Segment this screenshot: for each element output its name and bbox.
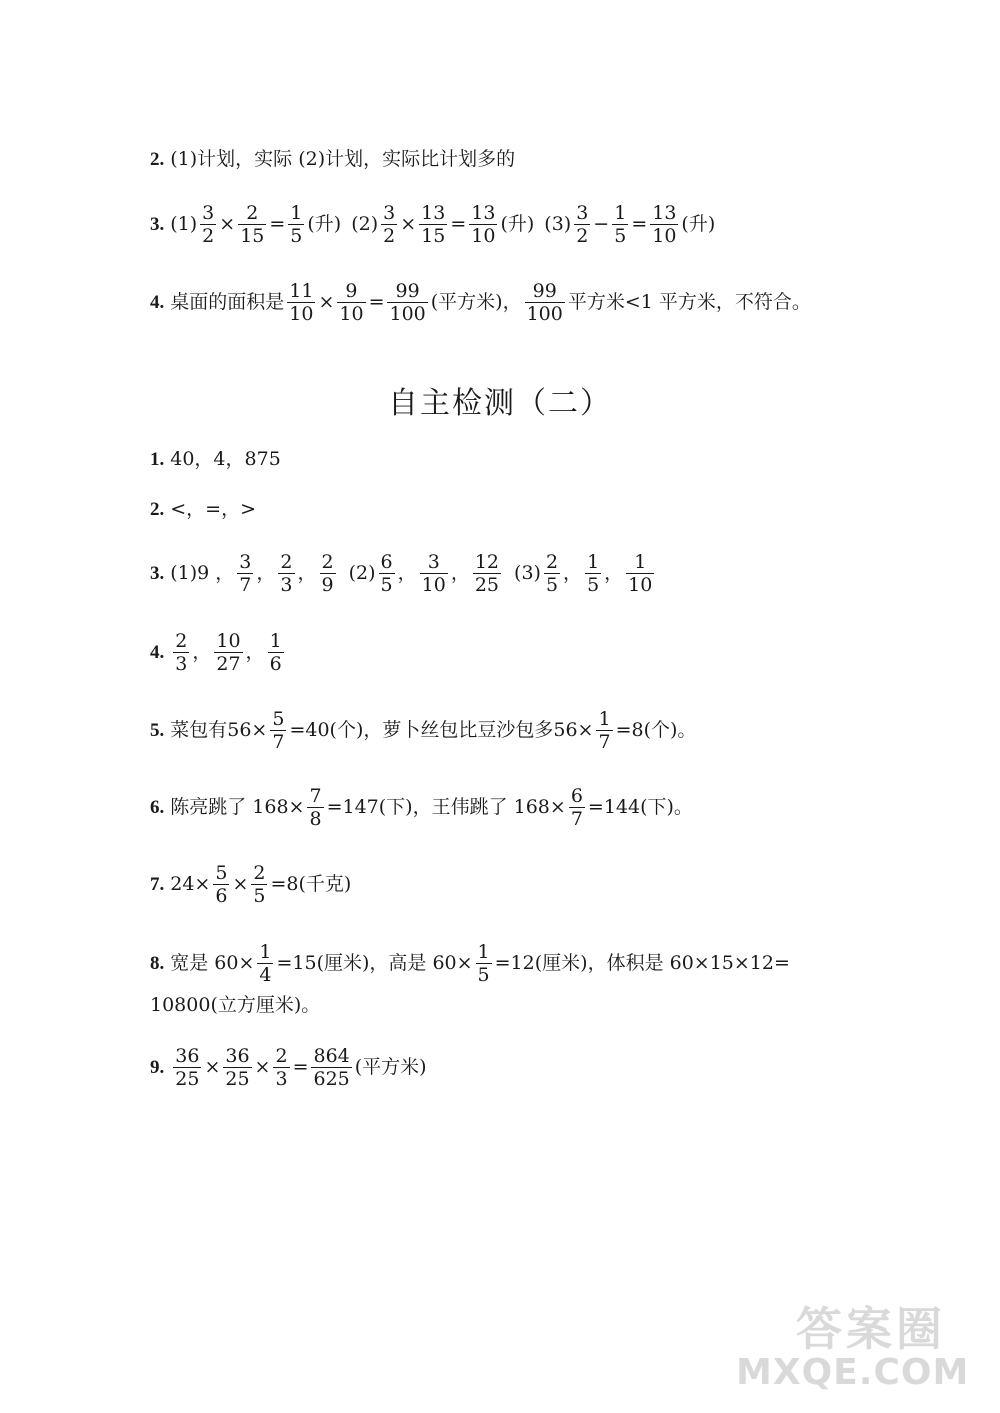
- denominator: 10: [628, 574, 653, 596]
- fraction: [379, 551, 395, 596]
- fraction: [381, 202, 397, 247]
- numerator: 1: [598, 708, 611, 730]
- numerator: 36: [175, 1045, 200, 1067]
- q-number: 7.: [150, 874, 165, 895]
- fraction: [173, 1045, 201, 1090]
- q-text: 桌面的面积是: [170, 291, 285, 313]
- separator: ，: [192, 641, 212, 663]
- fraction: [213, 862, 229, 907]
- fraction: [223, 1045, 251, 1090]
- separator: ，: [297, 562, 317, 584]
- q-number: 8.: [150, 953, 165, 974]
- denominator: 2: [383, 225, 396, 247]
- numerator: 1: [587, 551, 600, 573]
- numerator: 10: [216, 630, 241, 652]
- denominator: 6: [269, 653, 282, 675]
- fraction: [596, 708, 612, 753]
- fraction: [200, 202, 216, 247]
- q-number: 3.: [150, 214, 165, 235]
- numerator: 3: [383, 202, 396, 224]
- answer-9: [150, 1045, 427, 1090]
- fraction: [574, 202, 590, 247]
- fraction: [585, 551, 601, 596]
- numerator: 7: [309, 785, 322, 807]
- fraction: [273, 1045, 289, 1090]
- denominator: 2: [202, 225, 215, 247]
- numerator: 12: [474, 551, 500, 573]
- denominator: 5: [477, 964, 490, 986]
- answer-8-line2: [150, 996, 320, 1015]
- answer-text: =12(厘米)，体积是 60×15×12=: [494, 952, 790, 974]
- answer-text: =15(厘米)，高是 60×: [276, 952, 473, 974]
- numerator: 11: [289, 280, 314, 302]
- answer-2: [150, 500, 256, 519]
- answer-text: 40，4，875: [170, 448, 281, 470]
- fraction: [278, 551, 294, 596]
- watermark-text: 答案圈: [796, 1302, 946, 1356]
- equals: =: [631, 213, 648, 235]
- fraction: [387, 280, 427, 325]
- fraction: [251, 862, 267, 907]
- numerator: 2: [246, 202, 259, 224]
- fraction: [525, 280, 565, 325]
- numerator: 5: [215, 862, 228, 884]
- numerator: 99: [395, 280, 420, 302]
- part-label: (3): [544, 213, 572, 235]
- numerator: 2: [175, 630, 188, 652]
- answer-7: [150, 862, 351, 907]
- unit: (平方米)，: [430, 291, 522, 313]
- separator: ，: [450, 562, 470, 584]
- fraction: [650, 202, 678, 247]
- answer-text: =8(个)。: [615, 719, 697, 741]
- numerator: 2: [545, 551, 559, 573]
- fraction: [469, 202, 497, 247]
- part-label: (3): [514, 562, 541, 584]
- denominator: 27: [216, 653, 241, 675]
- q-number: 4.: [150, 292, 165, 313]
- q-number: 5.: [150, 720, 165, 741]
- section-title: 自主检测（二）: [388, 386, 612, 421]
- answer-6: [150, 785, 693, 830]
- part-label: (2): [351, 213, 379, 235]
- fraction: [544, 551, 560, 596]
- answer-3: [150, 551, 657, 596]
- denominator: 5: [545, 574, 559, 596]
- denominator: 625: [313, 1068, 350, 1090]
- q-number: 6.: [150, 797, 165, 818]
- numerator: 864: [313, 1045, 350, 1067]
- numerator: 3: [202, 202, 215, 224]
- answer-8: [150, 941, 790, 986]
- denominator: 3: [275, 1068, 288, 1090]
- fraction: [268, 630, 284, 675]
- q-number: 1.: [150, 449, 165, 470]
- q-text: (1)计划，实际 (2)计划，实际比计划多的: [170, 148, 516, 170]
- separator: ，: [563, 562, 583, 584]
- unit: (平方米): [354, 1056, 427, 1078]
- q-text: 平方米<1 平方米，不符合。: [567, 291, 811, 313]
- part-label: (2): [348, 562, 376, 584]
- numerator: 13: [471, 202, 496, 224]
- denominator: 25: [225, 1068, 250, 1090]
- numerator: 6: [380, 551, 393, 573]
- denominator: 5: [253, 885, 266, 907]
- numerator: 1: [259, 941, 272, 963]
- watermark-url: MXQE.COM: [736, 1352, 970, 1393]
- separator: ，: [256, 562, 276, 584]
- top-q3: [150, 202, 715, 247]
- fraction: [612, 202, 628, 247]
- denominator: 15: [421, 225, 446, 247]
- denominator: 25: [175, 1068, 200, 1090]
- denominator: 10: [471, 225, 496, 247]
- q-number: 2.: [150, 499, 165, 520]
- answer-5: [150, 708, 696, 753]
- numerator: 1: [614, 202, 627, 224]
- unit: (升): [681, 213, 716, 235]
- denominator: 10: [652, 225, 677, 247]
- denominator: 4: [259, 964, 272, 986]
- denominator: 5: [380, 574, 393, 596]
- fraction: [237, 551, 253, 596]
- numerator: 2: [321, 551, 334, 573]
- equals: =: [368, 291, 385, 313]
- denominator: 7: [239, 574, 252, 596]
- operator: ×: [232, 873, 249, 895]
- numerator: 2: [280, 551, 293, 573]
- answer-1: [150, 450, 281, 469]
- separator: ，: [245, 641, 265, 663]
- numerator: 36: [225, 1045, 250, 1067]
- numerator: 13: [652, 202, 677, 224]
- fraction: [288, 202, 304, 247]
- denominator: 100: [526, 303, 563, 325]
- unit: (升): [500, 213, 535, 235]
- answer-text: 24×: [170, 873, 211, 895]
- numerator: 13: [421, 202, 446, 224]
- q-number: 4.: [150, 642, 165, 663]
- fraction: [270, 708, 286, 753]
- denominator: 7: [570, 808, 583, 830]
- answer-text: =144(下)。: [587, 796, 693, 818]
- fraction: [287, 280, 315, 325]
- equals: =: [450, 213, 467, 235]
- numerator: 1: [290, 202, 303, 224]
- equals: =: [292, 1056, 309, 1078]
- top-q2: [150, 150, 515, 169]
- operator: ×: [254, 1056, 271, 1078]
- numerator: 1: [269, 630, 282, 652]
- numerator: 6: [570, 785, 583, 807]
- fraction: [337, 280, 365, 325]
- numerator: 2: [253, 862, 266, 884]
- answer-text: 陈亮跳了 168×: [170, 796, 305, 818]
- fraction: [173, 630, 189, 675]
- numerator: 5: [272, 708, 285, 730]
- watermark-logo: [736, 1293, 986, 1393]
- numerator: 1: [477, 941, 490, 963]
- operator: ×: [400, 213, 417, 235]
- denominator: 15: [240, 225, 265, 247]
- denominator: 7: [272, 731, 285, 753]
- fraction: [214, 630, 242, 675]
- operator: ×: [219, 213, 236, 235]
- denominator: 10: [289, 303, 314, 325]
- fraction: [311, 1045, 351, 1090]
- q-number: 2.: [150, 149, 165, 170]
- answer-text: =147(下)，王伟跳了 168×: [326, 796, 566, 818]
- fraction: [473, 551, 501, 596]
- numerator: 2: [275, 1045, 288, 1067]
- denominator: 8: [309, 808, 322, 830]
- operator: −: [593, 213, 610, 235]
- numerator: 9: [345, 280, 358, 302]
- denominator: 5: [614, 225, 627, 247]
- q-number: 9.: [150, 1057, 165, 1078]
- answer-text: <，=，>: [170, 498, 257, 520]
- fraction: [419, 202, 447, 247]
- fraction: [569, 785, 585, 830]
- denominator: 6: [215, 885, 228, 907]
- denominator: 2: [576, 225, 589, 247]
- denominator: 100: [389, 303, 426, 325]
- denominator: 3: [280, 574, 293, 596]
- answer-4: [150, 630, 287, 675]
- denominator: 7: [598, 731, 611, 753]
- numerator: 99: [532, 280, 557, 302]
- fraction: [257, 941, 273, 986]
- fraction: [476, 941, 492, 986]
- part-label: (1)9 ，: [170, 562, 235, 584]
- equals: =: [269, 213, 286, 235]
- denominator: 10: [421, 574, 446, 596]
- top-q4: [150, 280, 811, 325]
- denominator: 3: [175, 653, 188, 675]
- fraction: [320, 551, 336, 596]
- q-number: 3.: [150, 563, 165, 584]
- fraction: [626, 551, 654, 596]
- operator: ×: [318, 291, 335, 313]
- denominator: 5: [290, 225, 303, 247]
- fraction: [307, 785, 323, 830]
- unit: (升): [307, 213, 342, 235]
- answer-text: 菜包有56×: [170, 719, 268, 741]
- answer-text: 10800(立方厘米)。: [150, 994, 321, 1016]
- fraction: [238, 202, 266, 247]
- numerator: 3: [427, 551, 440, 573]
- operator: ×: [204, 1056, 221, 1078]
- fraction: [420, 551, 448, 596]
- denominator: 10: [339, 303, 364, 325]
- answer-text: =40(个)，萝卜丝包比豆沙包多56×: [289, 719, 594, 741]
- separator: ，: [604, 562, 624, 584]
- numerator: 1: [634, 551, 647, 573]
- answer-text: =8(千克): [270, 873, 352, 895]
- numerator: 3: [576, 202, 589, 224]
- separator: ，: [397, 562, 417, 584]
- denominator: 25: [474, 574, 500, 596]
- denominator: 9: [321, 574, 334, 596]
- part-label: (1): [170, 213, 198, 235]
- answer-text: 宽是 60×: [170, 952, 255, 974]
- numerator: 3: [239, 551, 252, 573]
- denominator: 5: [587, 574, 600, 596]
